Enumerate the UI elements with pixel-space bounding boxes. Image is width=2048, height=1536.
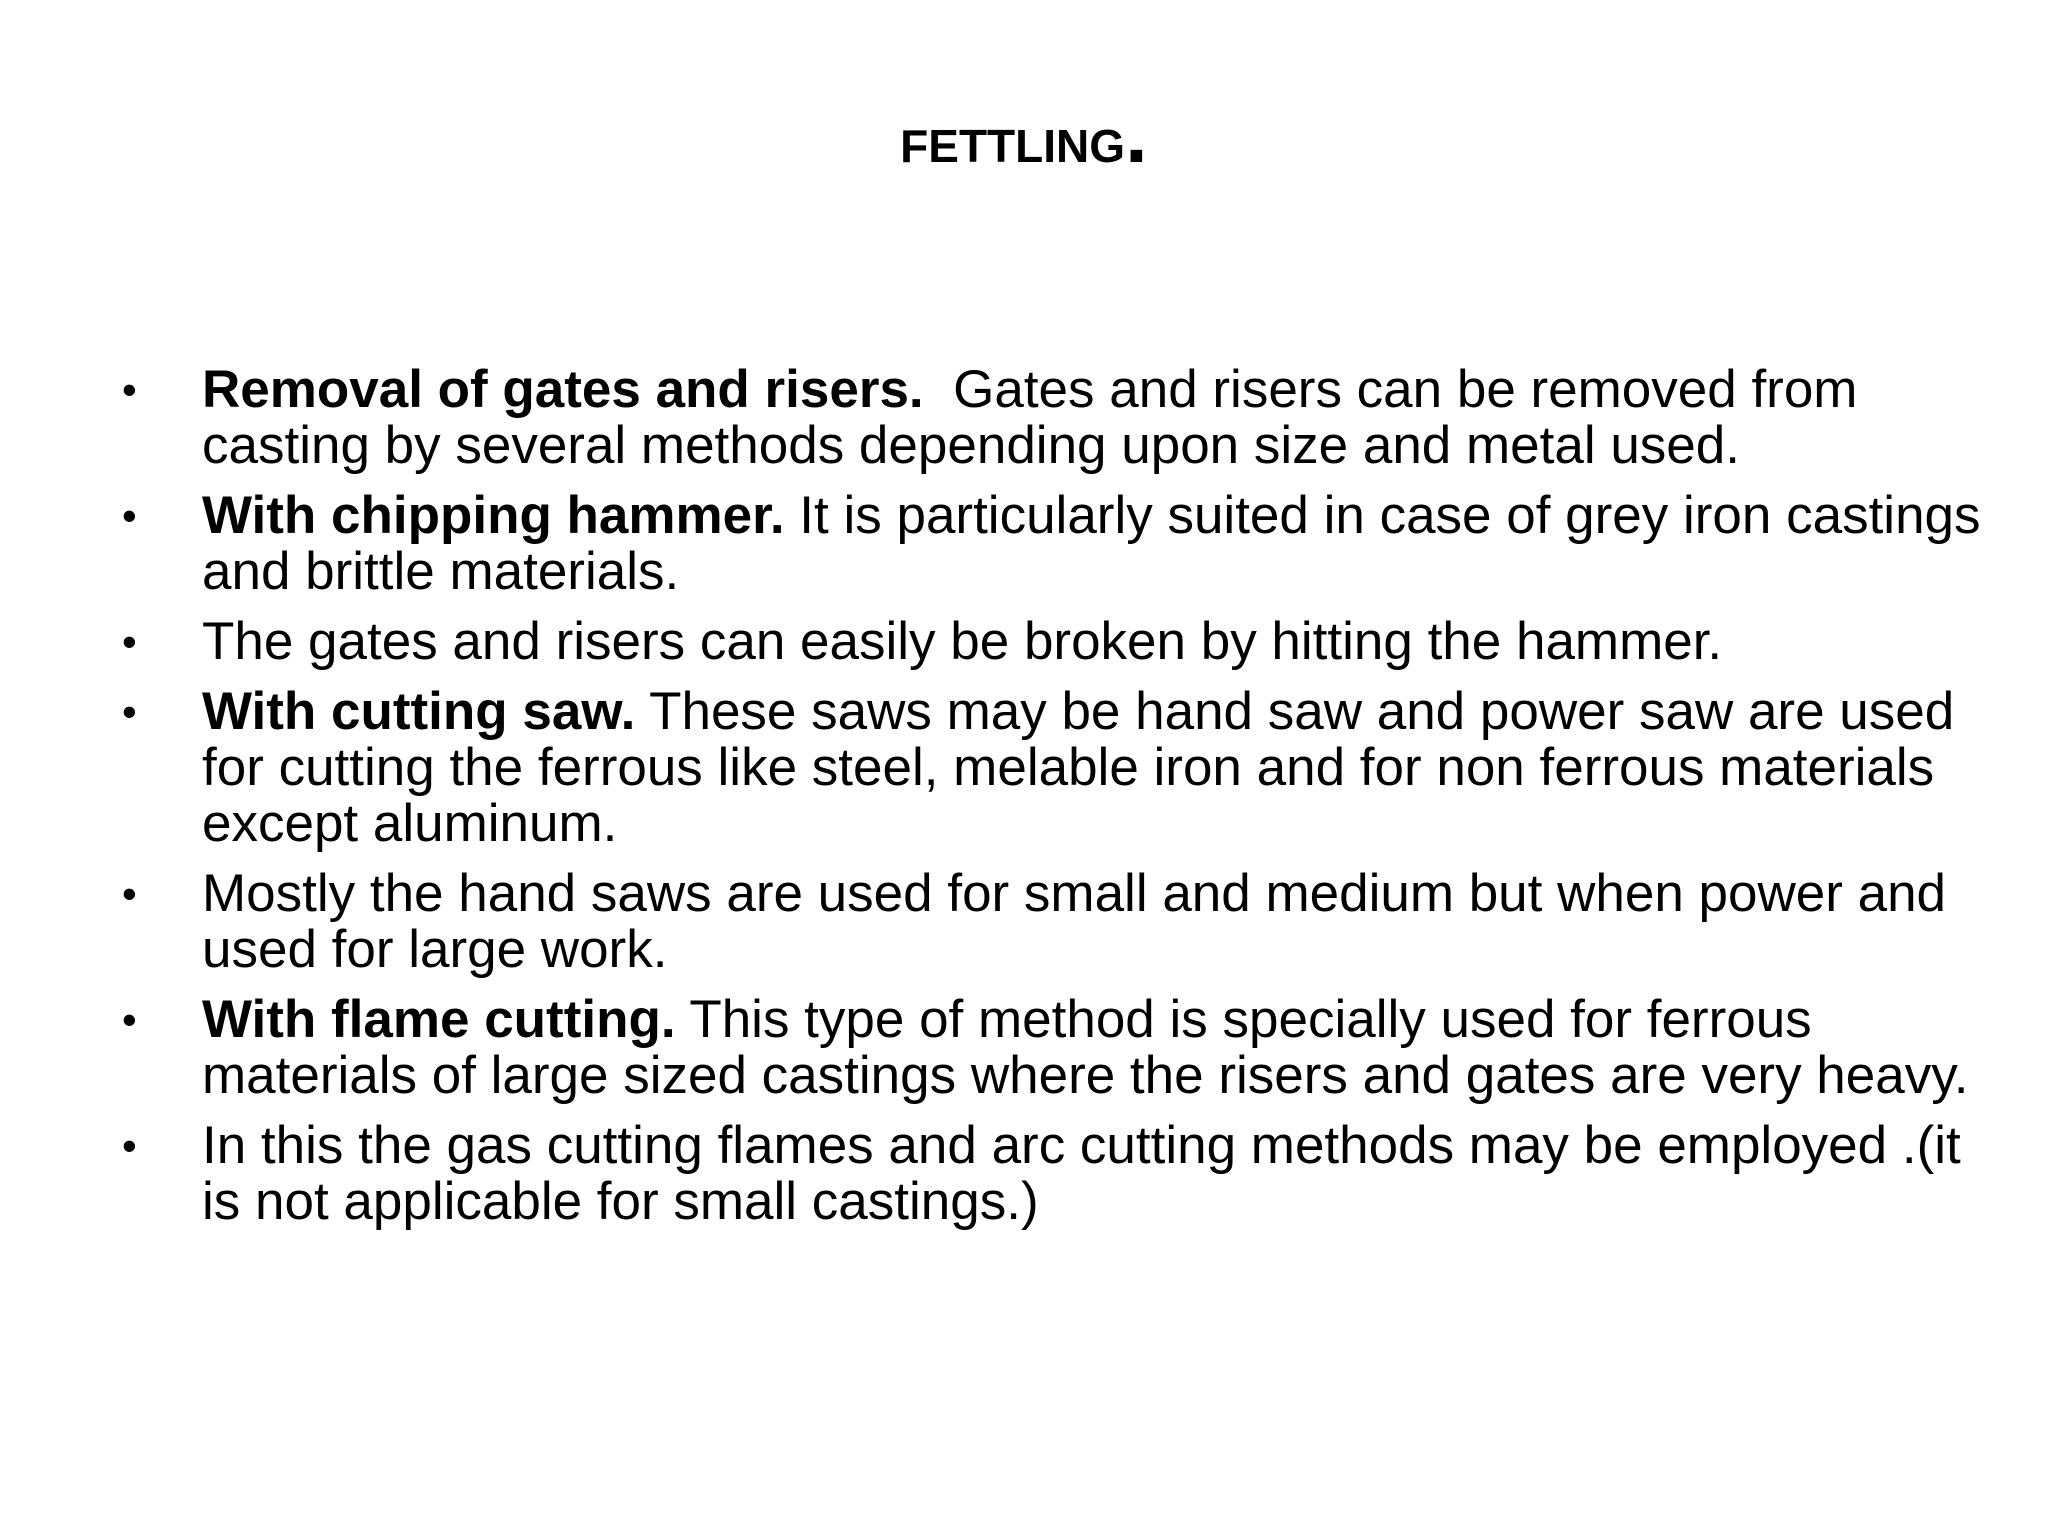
bullet-item	[0, 1118, 2048, 1230]
bullet-lead: Removal of gates and risers.	[202, 360, 924, 419]
bullet-dot-icon: •	[122, 870, 137, 917]
bullet-item	[0, 614, 2048, 670]
bullet-text: These saws may be hand saw and power saw are used for cutting the ferrous like steel, melable iron and for non ferrous materials except aluminum.	[202, 682, 1955, 853]
bullet-item	[0, 684, 2048, 852]
bullet-dot-icon: •	[122, 492, 137, 539]
bullet-item	[0, 362, 2048, 474]
bullet-item	[0, 488, 2048, 600]
bullet-text: In this the gas cutting flames and arc cutting methods may be employed .(it is not applicable for small castings.)	[202, 1116, 1961, 1231]
slide-title-text: FETTLING	[900, 120, 1126, 172]
bullet-dot-icon: •	[122, 366, 137, 413]
bullet-text: The gates and risers can easily be broken by hitting the hammer.	[202, 612, 1723, 671]
bullet-dot-icon: •	[122, 996, 137, 1043]
bullet-text: This type of method is specially used for ferrous materials of large sized castings where the risers and gates are very heavy.	[202, 990, 1969, 1105]
bullet-text: It is particularly suited in case of grey iron castings and brittle materials.	[202, 486, 1981, 601]
bullet-text: Mostly the hand saws are used for small and medium but when power and used for large work.	[202, 864, 1947, 979]
bullet-item	[0, 866, 2048, 978]
bullet-lead: With chipping hammer.	[202, 486, 785, 545]
bullet-list	[0, 362, 2048, 1244]
bullet-dot-icon: •	[122, 618, 137, 665]
bullet-lead: With flame cutting.	[202, 990, 676, 1049]
bullet-item	[0, 992, 2048, 1104]
bullet-dot-icon: •	[122, 688, 137, 735]
bullet-text: Gates and risers can be removed from casting by several methods depending upon size and metal used.	[202, 360, 1873, 475]
slide-title	[0, 89, 2048, 180]
bullet-dot-icon: •	[122, 1122, 137, 1169]
bullet-lead: With cutting saw.	[202, 682, 636, 741]
slide-title-dot: .	[1125, 89, 1148, 180]
